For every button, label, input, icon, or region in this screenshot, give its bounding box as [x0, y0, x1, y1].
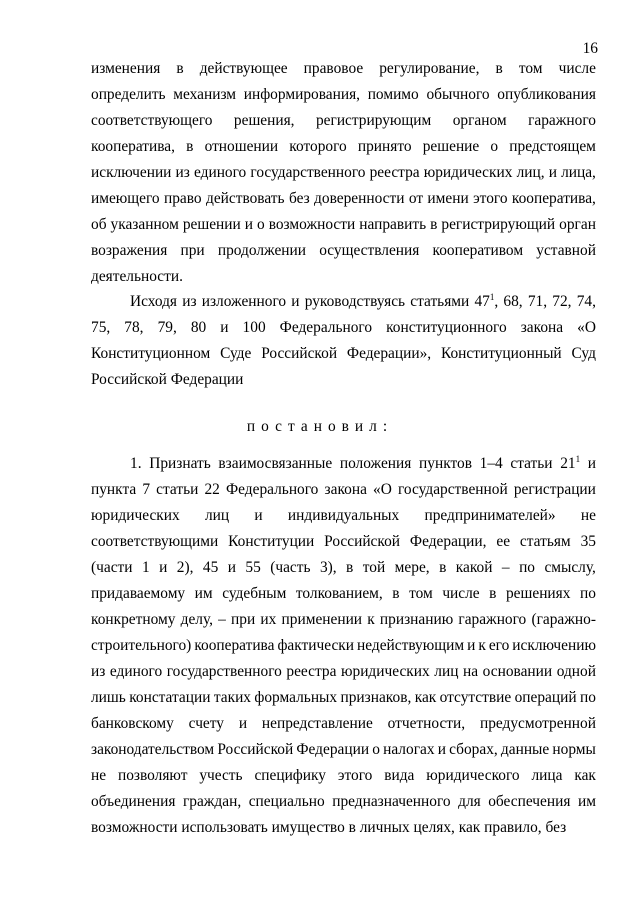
word: констатации [129, 689, 211, 706]
word: государственного [250, 164, 366, 181]
word: признанию [379, 611, 454, 628]
word: регулирование, [379, 60, 480, 77]
word: имени [427, 190, 469, 207]
word: 2), [176, 559, 194, 576]
word: лица, [561, 164, 596, 181]
word: придаваемому [91, 585, 186, 602]
text-line [91, 529, 596, 555]
word: указанном [110, 216, 179, 233]
word: пункта [91, 481, 137, 498]
word: Федерации, [409, 533, 487, 550]
word: информирования, [243, 86, 360, 103]
word: Исходя [130, 293, 178, 310]
word: юридических [91, 507, 180, 524]
word: которого [289, 138, 347, 155]
word: не [91, 767, 107, 784]
word: нормы [552, 741, 596, 758]
word: 68, [503, 293, 523, 310]
word: Российской [217, 741, 294, 758]
text-line: Российской Федерации [91, 371, 244, 388]
word: Конституционном [91, 345, 211, 362]
word: отсутствие [439, 689, 512, 706]
word: обеспечения [488, 793, 571, 810]
word: изложенного [201, 293, 287, 310]
word: гаражного [458, 611, 527, 628]
word: 75, [91, 319, 111, 336]
word: право [164, 190, 202, 207]
word: непредставление [261, 715, 373, 732]
word: обычного [426, 86, 490, 103]
word: кооперативом [432, 242, 524, 259]
word: от [408, 190, 424, 207]
word: в [346, 559, 354, 576]
page-number: 16 [582, 40, 598, 57]
word: для [458, 793, 481, 810]
word: и [437, 741, 446, 758]
word: статьями [410, 293, 470, 310]
word: государственной [398, 481, 508, 498]
word: Конституции [228, 533, 315, 550]
word: закона [520, 319, 564, 336]
word: при [231, 611, 256, 628]
word: исключении [91, 164, 172, 181]
word: реестра [369, 164, 420, 181]
word: помимо [367, 86, 419, 103]
word: механизм [173, 86, 237, 103]
word: «О [373, 481, 392, 498]
text-line [91, 737, 596, 763]
word: банковскому [91, 715, 174, 732]
word: осуществления [319, 242, 420, 259]
word: принято [357, 138, 412, 155]
text-line [91, 789, 596, 815]
word: Федерального [279, 319, 373, 336]
word: числе [442, 585, 480, 602]
text-line [91, 108, 596, 134]
word: возражения [91, 242, 168, 259]
word: объединения [91, 793, 176, 810]
word: к [367, 611, 375, 628]
word: 35 [580, 533, 596, 550]
word: без [288, 190, 310, 207]
superscript-index: 1 [489, 291, 495, 302]
word: сборах, [449, 741, 498, 758]
word: специфику [254, 767, 326, 784]
text-line [91, 685, 596, 711]
word: пунктов [419, 455, 472, 472]
paragraph-resolution-item-1 [91, 451, 596, 841]
word: и [238, 715, 248, 732]
word: лишь [91, 689, 126, 706]
word: не [580, 507, 596, 524]
word: государственного [166, 663, 282, 680]
word: позволяют [117, 767, 188, 784]
word: положения [339, 455, 412, 472]
word: и [227, 559, 236, 576]
word: $47^1$, [474, 291, 499, 310]
word: определить [91, 86, 166, 103]
word: налогах [383, 741, 435, 758]
word: и [220, 319, 229, 336]
word: делу, [180, 611, 213, 628]
word: кооператива, [91, 138, 175, 155]
word: юридических [423, 164, 513, 181]
word: формальных [254, 689, 338, 706]
word: (часть [270, 559, 311, 576]
text-line [91, 56, 596, 82]
word: возможности [268, 216, 356, 233]
word: кооператива, [511, 190, 596, 207]
word: этого [473, 190, 508, 207]
word: опубликования [497, 86, 596, 103]
word: об [91, 216, 107, 233]
word: той [362, 559, 386, 576]
word: Федерации», [346, 345, 432, 362]
word: их [260, 611, 277, 628]
text-line [91, 341, 596, 367]
text-line [91, 82, 596, 108]
word: 80 [190, 319, 207, 336]
word: таких [213, 689, 251, 706]
word: лиц [204, 507, 230, 524]
word: конституционного [386, 319, 507, 336]
text-line [91, 238, 596, 264]
text-line [91, 659, 596, 685]
word: из [182, 293, 197, 310]
word: предпринимателей» [424, 507, 556, 524]
word: (части [91, 559, 133, 576]
word: применении [281, 611, 363, 628]
word: регистрирующим [315, 112, 432, 129]
word: им [577, 793, 596, 810]
word: взаимосвязанные [218, 455, 333, 472]
word: в [439, 559, 447, 576]
word: руководствуясь [304, 293, 406, 310]
word: как [574, 767, 596, 784]
word: продолжении [217, 242, 306, 259]
word: 7 [142, 481, 151, 498]
word: 100 [242, 319, 266, 336]
word: «О [577, 319, 596, 336]
text-line: деятельности. [91, 268, 183, 285]
word: соответствующими [91, 533, 219, 550]
word: одной [556, 663, 596, 680]
word: и [291, 293, 300, 310]
word: специально [248, 793, 325, 810]
word: им [194, 585, 213, 602]
word: недействующим [357, 637, 465, 654]
text-line [91, 555, 596, 581]
word: индивидуальных [287, 507, 400, 524]
text-line [91, 212, 596, 238]
word: статьи [156, 481, 199, 498]
word: о [490, 138, 499, 155]
word: его [488, 637, 510, 654]
word: числе [558, 60, 596, 77]
word: статьям [519, 533, 571, 550]
word: 71, [527, 293, 548, 310]
word: и [467, 637, 476, 654]
word: и [587, 455, 596, 472]
word: при [180, 242, 205, 259]
word: как [414, 689, 437, 706]
word: смыслу, [544, 559, 596, 576]
word: решение [422, 138, 480, 155]
word: решениях [505, 585, 571, 602]
text-line [91, 581, 596, 607]
resolution-heading: постановил: [246, 418, 394, 435]
word: 74, [576, 293, 596, 310]
word: имеющего [91, 190, 160, 207]
word: по [579, 689, 596, 706]
word: юридического [426, 767, 520, 784]
word: Суд [571, 345, 596, 362]
word: о [372, 741, 380, 758]
word: единого [194, 164, 247, 181]
word: – [218, 611, 226, 628]
word: 1 [141, 559, 150, 576]
word: этого [337, 767, 373, 784]
word: толкованием, [295, 585, 383, 602]
text-line [91, 186, 596, 212]
word: Российской [261, 345, 338, 362]
word: признаков, [340, 689, 412, 706]
word: органом [452, 112, 507, 129]
word: решении [182, 216, 241, 233]
word: о [257, 216, 265, 233]
word: том [409, 585, 433, 602]
word: 55 [245, 559, 261, 576]
word: ее [496, 533, 511, 550]
paragraph-legal-basis [91, 289, 596, 393]
word: и [254, 507, 263, 524]
text-line [91, 289, 596, 315]
word: действующее [199, 60, 288, 77]
word: вида [384, 767, 415, 784]
word: статьи [510, 455, 553, 472]
word: том [518, 60, 543, 77]
word: Признать [149, 455, 211, 472]
word: из [91, 663, 106, 680]
word: кооператива [194, 637, 275, 654]
word: доверенности [314, 190, 405, 207]
word: по [579, 585, 596, 602]
word: направить [359, 216, 427, 233]
word: 3), [319, 559, 337, 576]
word: и [159, 559, 168, 576]
text-line [91, 711, 596, 737]
word: данные [500, 741, 550, 758]
word: исключению [512, 637, 596, 654]
word: изменения [91, 60, 161, 77]
word: к [478, 637, 486, 654]
word: на [463, 663, 479, 680]
word: судебным [222, 585, 287, 602]
word: лиц, [516, 164, 545, 181]
word: (гаражно- [531, 611, 596, 628]
word: счету [188, 715, 224, 732]
word: в [430, 216, 438, 233]
text-line [91, 633, 596, 659]
text-line [91, 315, 596, 341]
word: $21^1$ [560, 453, 581, 472]
word: законодательством [91, 741, 215, 758]
text-line: возможности использовать имущество в личных целях, как правило, без [91, 819, 567, 836]
word: Федерации [296, 741, 370, 758]
superscript-index: 1 [575, 453, 581, 464]
paragraph-conclusion [91, 56, 596, 290]
word: реестра [286, 663, 337, 680]
word: предусмотренной [479, 715, 596, 732]
word: мере, [394, 559, 430, 576]
word: 45 [202, 559, 219, 576]
word: закона [324, 481, 367, 498]
word: единого [109, 663, 163, 680]
word: Федерального [226, 481, 319, 498]
word: решения, [233, 112, 295, 129]
word: лица [531, 767, 563, 784]
text-line [91, 134, 596, 160]
text-line [91, 503, 596, 529]
word: отчетности, [387, 715, 466, 732]
word: Суде [220, 345, 252, 362]
word: по [519, 559, 535, 576]
word: 1–4 [479, 455, 503, 472]
word: уставной [536, 242, 596, 259]
text-line [91, 763, 596, 789]
word: граждан, [182, 793, 242, 810]
word: предстоящем [509, 138, 596, 155]
word: отношении [204, 138, 279, 155]
word: регистрирующий [441, 216, 556, 233]
word: действовать [206, 190, 285, 207]
text-line [91, 451, 596, 477]
word: 22 [204, 481, 220, 498]
text-line [91, 160, 596, 186]
word: – [501, 559, 510, 576]
word: Конституционный [440, 345, 562, 362]
word: регистрации [513, 481, 596, 498]
word: основании [482, 663, 553, 680]
text-line [91, 477, 596, 503]
word: в [186, 138, 194, 155]
word: лиц [434, 663, 459, 680]
word: правовое [303, 60, 364, 77]
word: операций [514, 689, 577, 706]
word: гаражного [528, 112, 596, 129]
text-line [91, 607, 596, 633]
word: и [548, 164, 557, 181]
word: в [489, 585, 497, 602]
word: в [392, 585, 400, 602]
word: 79, [157, 319, 177, 336]
word: Российской [324, 533, 401, 550]
word: учесть [199, 767, 243, 784]
word: 72, [552, 293, 572, 310]
word: в [176, 60, 184, 77]
word: 1. [130, 455, 142, 472]
word: соответствующего [91, 112, 213, 129]
word: фактически [277, 637, 354, 654]
word: и [244, 216, 253, 233]
word: предназначенного [332, 793, 451, 810]
word: орган [559, 216, 596, 233]
word: 78, [124, 319, 144, 336]
word: строительного) [91, 637, 192, 654]
word: какой [455, 559, 493, 576]
word: конкретному [91, 611, 176, 628]
word: в [495, 60, 503, 77]
word: из [175, 164, 190, 181]
word: юридических [341, 663, 430, 680]
